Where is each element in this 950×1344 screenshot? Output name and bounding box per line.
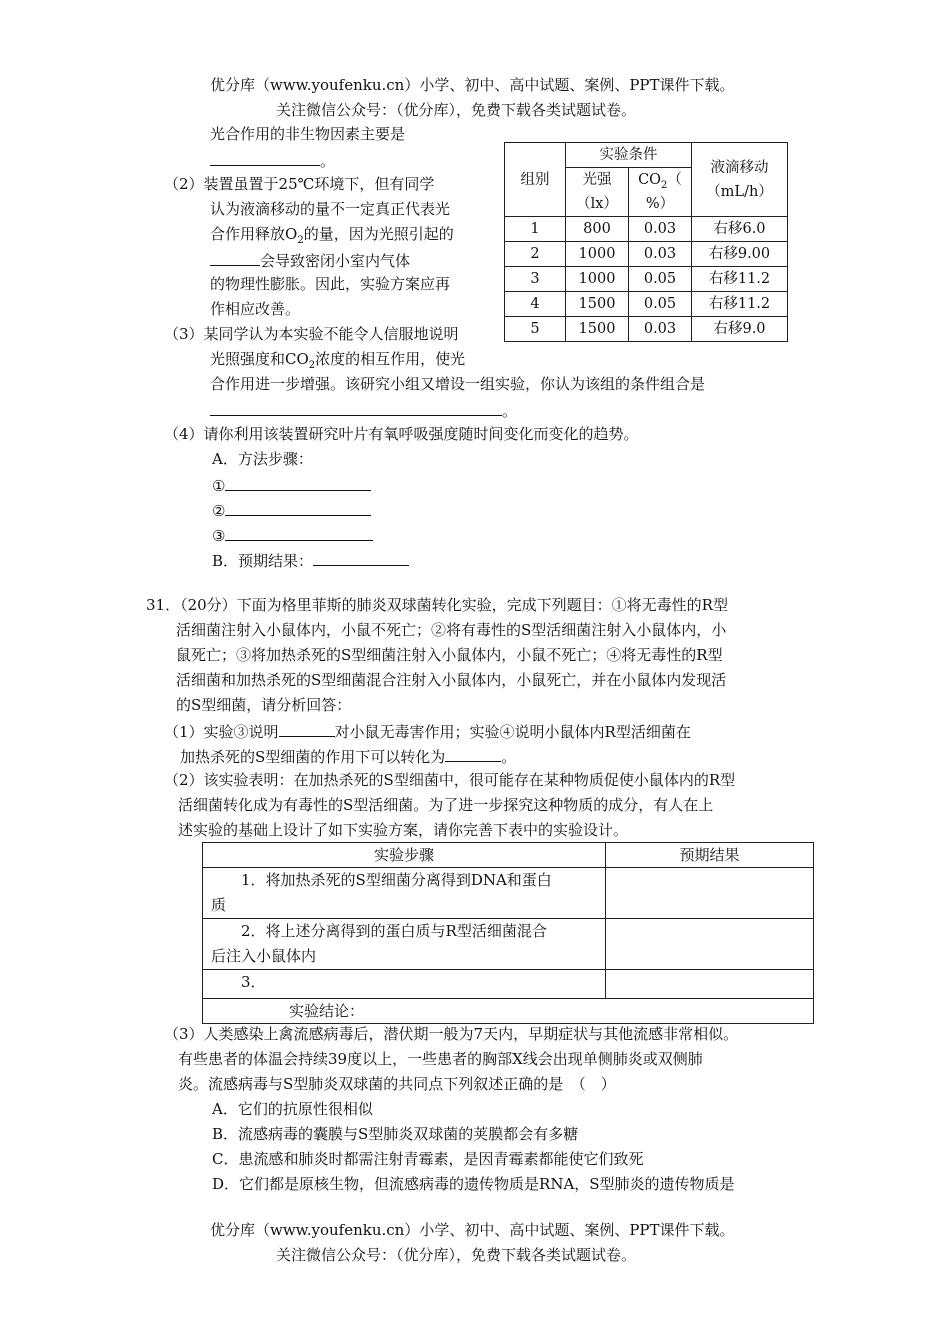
footer-line-1: 优分库（www.youfenku.cn）小学、初中、高中试题、案例、PPT课件下载。: [210, 1221, 735, 1239]
table-header-movement: 液滴移动 （mL/h）: [692, 143, 788, 217]
q30-p4-step-2: ②: [212, 497, 371, 524]
q30-p3-line-3: 合作用进一步增强。该研究小组又增设一组实验，你认为该组的条件组合是: [210, 375, 706, 393]
table-row: [203, 970, 814, 999]
experiment-design-table: [202, 842, 814, 1024]
answer-blank[interactable]: [210, 247, 260, 266]
table-header-light: 光强 （lx）: [566, 168, 629, 217]
table-row: [203, 868, 814, 919]
q31-p3-line-3: 炎。流感病毒与S型肺炎双球菌的共同点下列叙述正确的是 （ ）: [178, 1075, 616, 1093]
q30-p3-line-1: （3）某同学认为本实验不能令人信服地说明: [164, 325, 459, 343]
table-header-result: 预期结果: [606, 843, 814, 868]
step-2-cell: 2．将上述分离得到的蛋白质与R型活细菌混合 后注入小鼠体内: [203, 919, 606, 970]
option-d[interactable]: D．它们都是原核生物，但流感病毒的遗传物质是RNA，S型肺炎的遗传物质是: [212, 1175, 735, 1193]
table-header-co2: $CO_2$（ %）: [629, 168, 692, 217]
table-row: 3 1000 0.05 右移11.2: [505, 267, 788, 292]
option-a[interactable]: A．它们的抗原性很相似: [212, 1100, 373, 1118]
header-line-1: 优分库（www.youfenku.cn）小学、初中、高中试题、案例、PPT课件下载。: [210, 76, 735, 94]
q30-p2-line-6: 作相应改善。: [210, 300, 301, 318]
footer-line-2: 关注微信公众号：（优分库），免费下载各类试题试卷。: [276, 1246, 637, 1264]
option-c[interactable]: C．患流感和肺炎时都需注射青霉素，是因青霉素都能使它们致死: [212, 1150, 644, 1168]
answer-blank[interactable]: [210, 147, 320, 166]
table-row: 1 800 0.03 右移6.0: [505, 217, 788, 242]
q30-p2-line-3: 合作用释放$O_2$的量，因为光照引起的: [210, 225, 454, 246]
q31-p2-line-1: （2）该实验表明：在加热杀死的S型细菌中，很可能存在某种物质促使小鼠体内的R型: [164, 771, 736, 789]
q30-p2-line-4: 会导致密闭小室内气体: [210, 247, 410, 274]
q30-p2-line-1: （2）装置虽置于25℃环境下，但有同学: [164, 175, 435, 193]
answer-blank[interactable]: [279, 718, 335, 737]
q31-line-4: 活细菌和加热杀死的S型细菌混合注射入小鼠体内，小鼠死亡，并在小鼠体内发现活: [176, 671, 727, 689]
q31-p3-line-1: （3）人类感染上禽流感病毒后，潜伏期一般为7天内，早期症状与其他流感非常相似。: [164, 1025, 739, 1043]
q30-p2-line-2: 认为液滴移动的量不一定真正代表光: [210, 200, 451, 218]
q31-line-5: 的S型细菌，请分析回答：: [176, 696, 352, 714]
q31-line-3: 鼠死亡；③将加热杀死的S型细菌注射入小鼠体内，小鼠不死亡；④将无毒性的R型: [176, 646, 723, 664]
answer-blank[interactable]: [225, 497, 371, 516]
result-3-cell[interactable]: [606, 970, 814, 999]
result-1-cell[interactable]: [606, 868, 814, 919]
table-row: [203, 919, 814, 970]
q30-p4-step-3: ③: [212, 522, 373, 549]
answer-blank[interactable]: [445, 743, 501, 762]
q30-p4-b-label: B．预期结果：: [212, 547, 409, 574]
q31-p2-line-2: 活细菌转化成为有毒性的S型活细菌。为了进一步探究这种物质的成分，有人在上: [178, 796, 714, 814]
q30-p4-line-1: （4）请你利用该装置研究叶片有氧呼吸强度随时间变化而变化的趋势。: [164, 425, 639, 443]
table-header-steps: 实验步骤: [203, 843, 606, 868]
step-1-cell: 1．将加热杀死的S型细菌分离得到DNA和蛋白 质: [203, 868, 606, 919]
result-2-cell[interactable]: [606, 919, 814, 970]
q31-p1-line-2: 加热杀死的S型细菌的作用下可以转化为 。: [180, 743, 516, 770]
table-row: 2 1000 0.03 右移9.00: [505, 242, 788, 267]
q30-p4-step-1: ①: [212, 472, 371, 499]
q31-line-2: 活细菌注射入小鼠体内，小鼠不死亡；②将有毒性的S型活细菌注射入小鼠体内，小: [176, 621, 727, 639]
q31-p2-line-3: 述实验的基础上设计了如下实验方案，请你完善下表中的实验设计。: [178, 821, 629, 839]
table-header-conditions: 实验条件: [566, 143, 692, 168]
q31-line-1: 31．（20分）下面为格里菲斯的肺炎双球菌转化实验，完成下列题目：①将无毒性的R型: [146, 596, 728, 614]
answer-blank[interactable]: [210, 397, 502, 416]
q30-intro-answer: 。: [210, 147, 335, 174]
table-header-group: 组别: [505, 143, 566, 217]
q31-p3-line-2: 有些患者的体温会持续39度以上，一些患者的胸部X线会出现单侧肺炎或双侧肺: [178, 1050, 703, 1068]
option-b[interactable]: B．流感病毒的囊膜与S型肺炎双球菌的荚膜都会有多糖: [212, 1125, 579, 1143]
q30-p3-line-2: 光照强度和$CO_2$浓度的相互作用，使光: [210, 350, 466, 371]
header-line-2: 关注微信公众号：（优分库），免费下载各类试题试卷。: [276, 101, 637, 119]
table-row: 5 1500 0.03 右移9.0: [505, 317, 788, 342]
answer-blank[interactable]: [313, 547, 409, 566]
step-3-cell[interactable]: 3．: [203, 970, 606, 999]
answer-blank[interactable]: [225, 522, 373, 541]
answer-blank[interactable]: [225, 472, 371, 491]
q30-p3-answer: 。: [210, 397, 517, 424]
q30-p2-line-5: 的物理性膨胀。因此，实验方案应再: [210, 275, 451, 293]
experiment-conditions-table: [504, 142, 788, 342]
table-row: 4 1500 0.05 右移11.2: [505, 292, 788, 317]
q30-p4-a-label: A．方法步骤：: [212, 450, 313, 468]
q31-p1-line-1: （1）实验③说明 对小鼠无毒害作用；实验④说明小鼠体内R型活细菌在: [164, 718, 691, 745]
q30-intro: 光合作用的非生物因素主要是: [210, 125, 406, 143]
table-row: [203, 999, 814, 1024]
conclusion-cell[interactable]: 实验结论：: [203, 999, 814, 1024]
